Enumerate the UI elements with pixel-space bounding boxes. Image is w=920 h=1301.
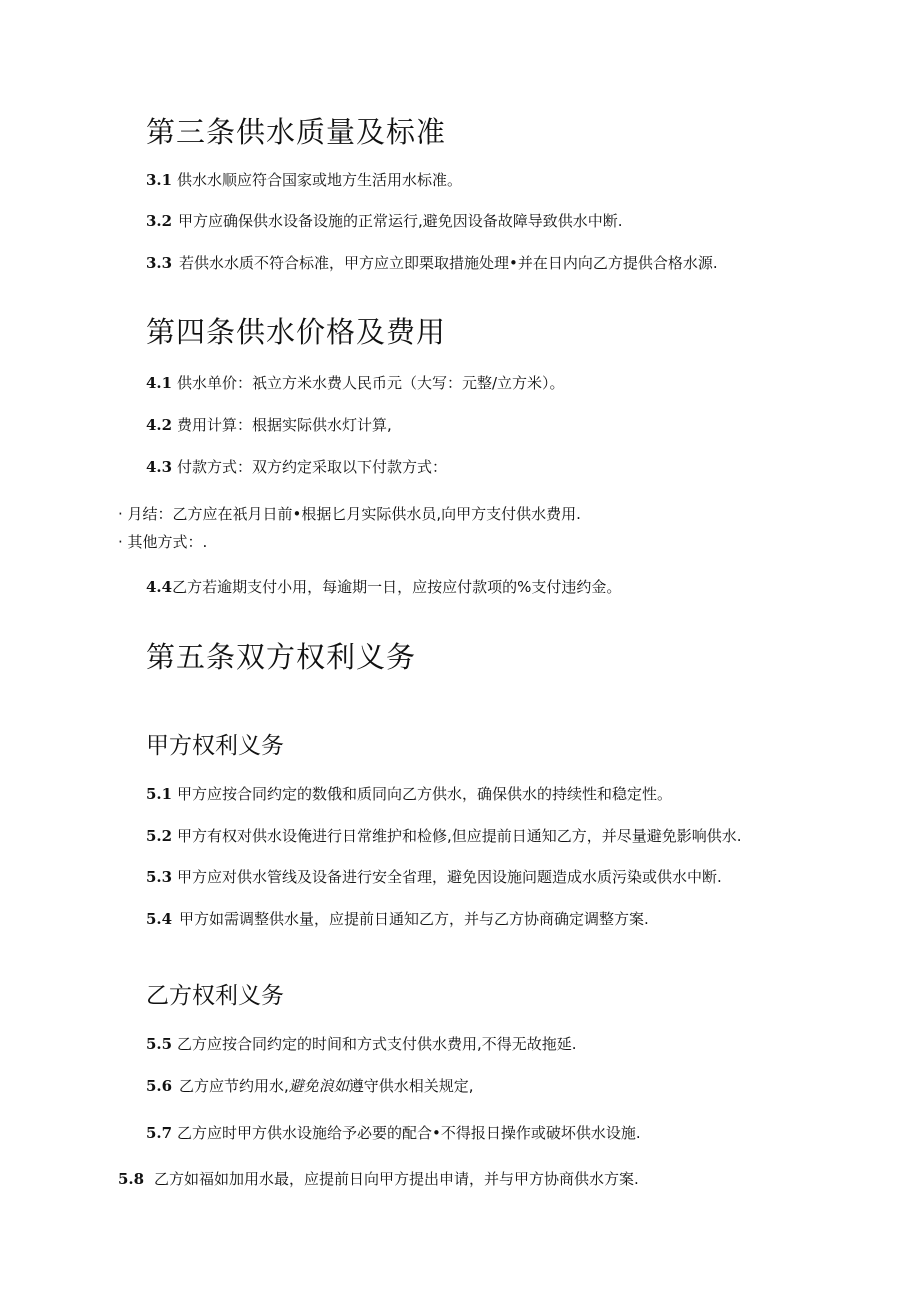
clause-text-c: 遵守供水相关规定, — [348, 1077, 474, 1095]
clause-text: 甲方如需调整供水量，应提前日通知乙方，并与乙方协商确定调整方案. — [179, 910, 649, 928]
clause-3-2 — [146, 211, 623, 231]
party-b-heading: 乙方权利义务 — [146, 983, 284, 1009]
section-4-heading: 第四条供水价格及费用 — [146, 315, 447, 349]
clause-4-1 — [146, 373, 565, 393]
clause-text: 乙方应时甲方供水设施给予必要的配合•不得报日操作或破坏供水设施. — [177, 1124, 641, 1142]
clause-number: 4.3 — [146, 458, 173, 476]
clause-text-b: 避免浪如 — [288, 1077, 349, 1095]
clause-text: 付款方式：双方约定采取以下付款方式： — [177, 458, 448, 476]
clause-text: 乙方若逾期支付小用，每逾期一日，应按应付款项的%支付违约金。 — [172, 578, 622, 596]
clause-text: 甲方应对供水管线及设备进行安全省理，避免因设施问题造成水质污染或供水中断. — [177, 868, 722, 886]
clause-number: 5.1 — [146, 785, 173, 803]
clause-text: 费用计算：根据实际供水灯计算, — [177, 416, 392, 434]
clause-number: 5.4 — [146, 910, 173, 928]
clause-number: 3.3 — [146, 254, 173, 272]
clause-text: 乙方应按合同约定的时间和方式支付供水费用,不得无故拖延. — [177, 1035, 577, 1053]
clause-4-3 — [146, 457, 447, 477]
clause-5-2 — [146, 826, 742, 846]
clause-5-1 — [146, 784, 672, 804]
clause-5-3 — [146, 867, 722, 887]
clause-5-6 — [146, 1076, 474, 1096]
clause-text: 甲方应确保供水设备设施的正常运行,避免因设备故障导致供水中断. — [178, 212, 623, 230]
clause-5-5 — [146, 1034, 577, 1054]
clause-5-7 — [146, 1123, 641, 1143]
clause-3-3 — [146, 253, 718, 273]
clause-number: 5.6 — [146, 1077, 173, 1095]
clause-number: 5.2 — [146, 827, 173, 845]
clause-text: 甲方有权对供水设俺进行日常维护和检修,但应提前日通知乙方，并尽量避免影响供水. — [177, 827, 742, 845]
payment-option-monthly: · 月结：乙方应在祇月日前•根据匕月实际供水员,向甲方支付供水费用. — [118, 505, 581, 523]
clause-text: 甲方应按合同约定的数俄和质同向乙方供水，确保供水的持续性和稳定性。 — [177, 785, 673, 803]
clause-number: 5.3 — [146, 868, 173, 886]
clause-text: 乙方如福如加用水最，应提前日向甲方提出申请，并与甲方协商供水方案. — [154, 1170, 639, 1188]
clause-4-4 — [146, 577, 621, 597]
clause-number: 5.8 — [118, 1170, 145, 1188]
clause-text: 若供水水质不符合标准，甲方应立即栗取措施处理•并在日内向乙方提供合格水源. — [179, 254, 718, 272]
clause-4-2 — [146, 415, 392, 435]
clause-text: 供水水顺应符合国家或地方生活用水标准。 — [177, 171, 463, 189]
clause-text: 供水单价：祇立方米水费人民币元（大写：元整/立方米）。 — [177, 374, 565, 392]
section-3-heading: 第三条供水质量及标准 — [146, 115, 447, 149]
clause-5-4 — [146, 909, 649, 929]
clause-number: 4.4 — [146, 578, 173, 596]
party-a-heading: 甲方权利义务 — [146, 733, 284, 759]
clause-text-a: 乙方应节约用水, — [179, 1077, 289, 1095]
clause-3-1 — [146, 170, 462, 190]
clause-5-8 — [118, 1169, 639, 1189]
clause-number: 4.2 — [146, 416, 173, 434]
section-5-heading: 第五条双方权利义务 — [146, 640, 417, 674]
clause-number: 4.1 — [146, 374, 173, 392]
clause-number: 3.2 — [146, 212, 173, 230]
clause-number: 3.1 — [146, 171, 173, 189]
clause-number: 5.5 — [146, 1035, 173, 1053]
payment-option-other: · 其他方式：. — [118, 533, 208, 551]
clause-number: 5.7 — [146, 1124, 173, 1142]
